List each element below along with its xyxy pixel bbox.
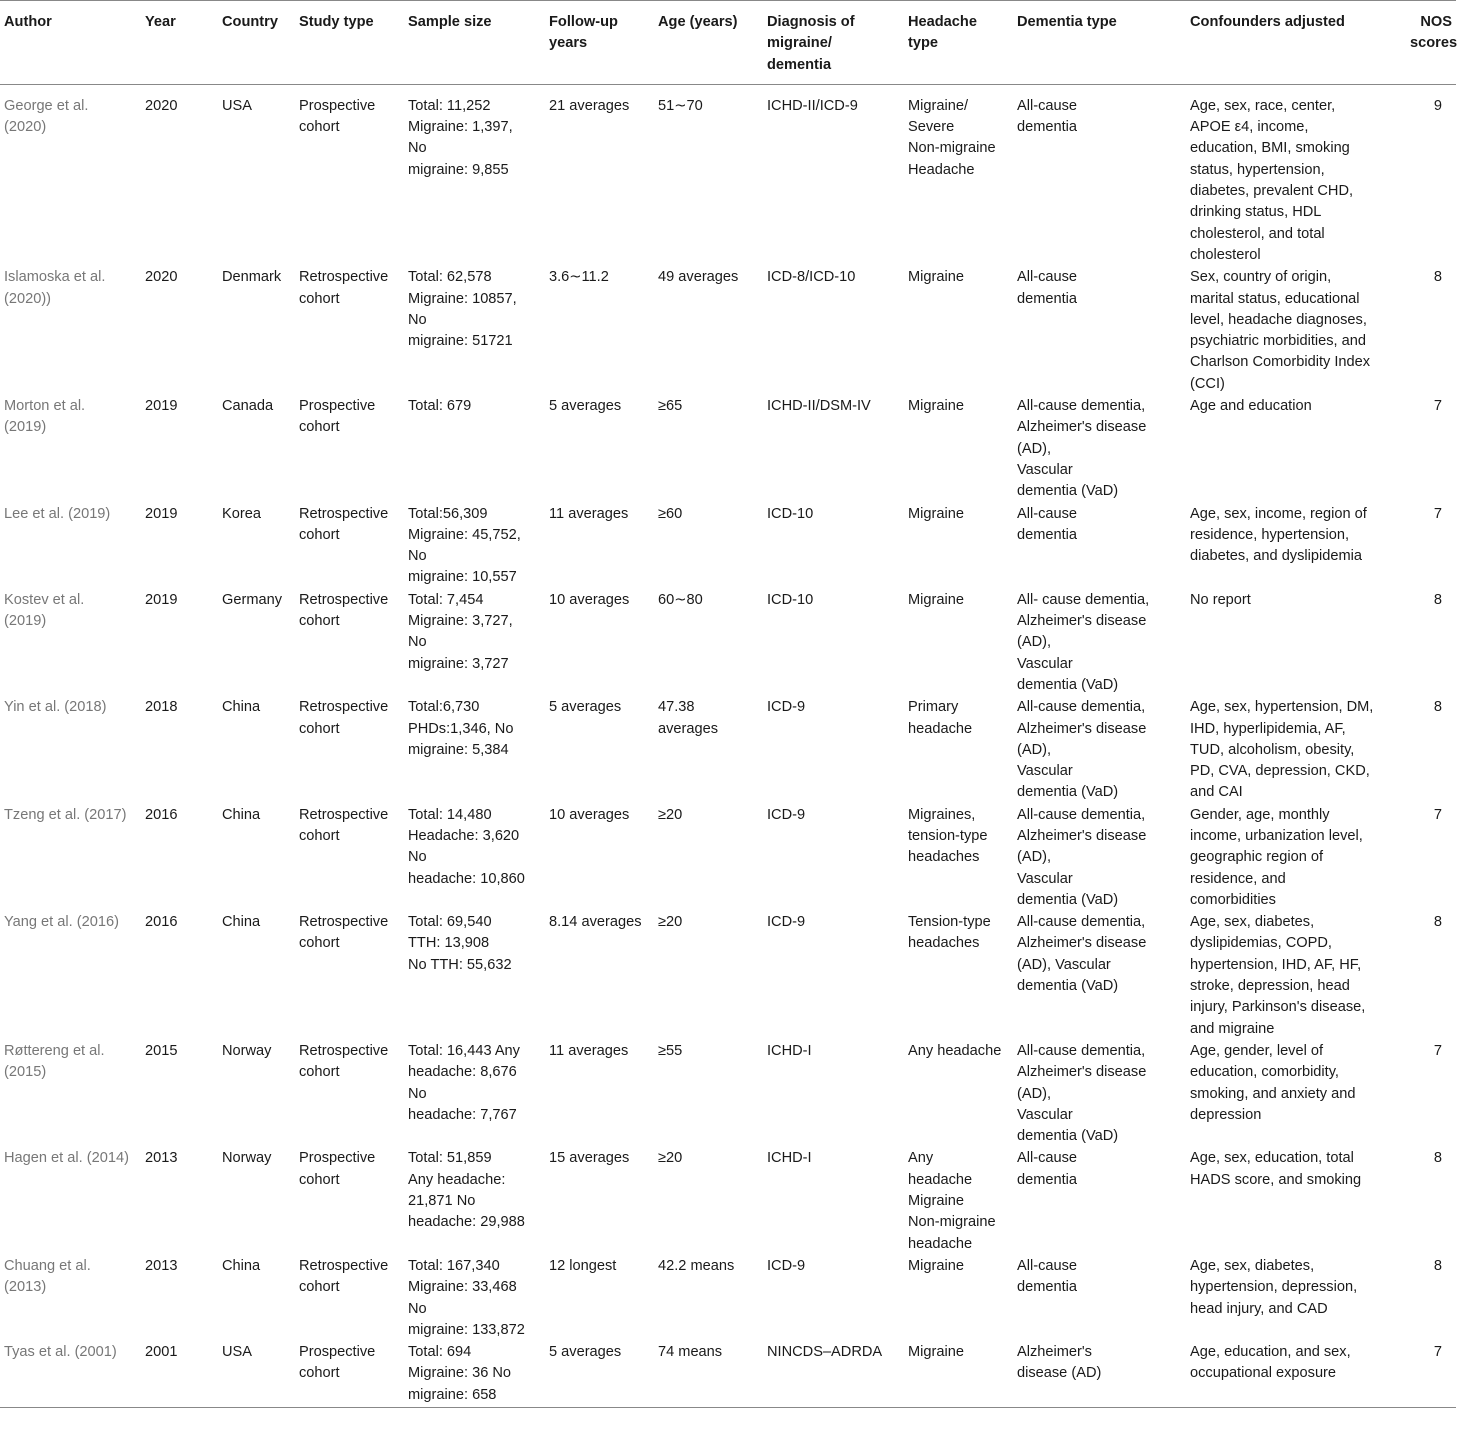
cell-country: Denmark xyxy=(222,269,282,286)
cell-year: 2001 xyxy=(145,1344,178,1361)
cell-nos: 7 xyxy=(1433,1042,1442,1059)
cell-follow-up: 5 averages xyxy=(549,398,622,415)
cell-follow-up: 12 longest xyxy=(549,1257,617,1274)
cell-year: 2016 xyxy=(145,914,178,931)
cell-confounders: Gender, age, monthly income, urbanization level, geographic region of residence, and comorbidities xyxy=(1190,806,1363,908)
cell-follow-up: 11 averages xyxy=(549,1042,629,1059)
cell-sample-size: Total:56,309 Migraine: 45,752, No migraine: 10,557 xyxy=(408,505,521,586)
cell-author: Kostev et al. (2019) xyxy=(4,591,85,630)
table-row xyxy=(0,504,1456,590)
cell-diagnosis: ICD-9 xyxy=(767,914,806,931)
cell-year: 2019 xyxy=(145,591,178,608)
cell-headache-type: Tension-type headaches xyxy=(908,914,991,952)
cell-country: USA xyxy=(222,97,253,114)
cell-diagnosis: ICD-8/ICD-10 xyxy=(767,269,856,286)
cell-follow-up: 11 averages xyxy=(549,505,629,522)
cell-headache-type: Migraines, tension-type headaches xyxy=(908,806,988,866)
cell-year: 2013 xyxy=(145,1150,178,1167)
cell-confounders: Age, education, and sex, occupational exposure xyxy=(1190,1344,1351,1382)
table-row xyxy=(0,805,1456,912)
cell-author: Hagen et al. (2014) xyxy=(4,1150,129,1167)
cell-study-type: Prospective cohort xyxy=(299,1150,376,1188)
column-header-dementia-type: Dementia type xyxy=(1017,14,1117,30)
cell-confounders: Age, sex, hypertension, DM, IHD, hyperlipidemia, AF, TUD, alcoholism, obesity, PD, CVA, depression, CKD, and CAI xyxy=(1190,699,1374,801)
cell-diagnosis: ICD-9 xyxy=(767,1257,806,1274)
table-row xyxy=(0,590,1456,697)
cell-year: 2013 xyxy=(145,1257,178,1274)
cell-dementia-type: All-cause dementia xyxy=(1017,1257,1078,1296)
cell-nos: 8 xyxy=(1433,699,1442,716)
cell-country: USA xyxy=(222,1344,253,1361)
cell-study-type: Retrospective cohort xyxy=(299,914,389,952)
cell-dementia-type: All-cause dementia xyxy=(1017,1150,1078,1188)
cell-age: 51∼70 xyxy=(658,97,703,114)
cell-confounders: Age, gender, level of education, comorbidity, smoking, and anxiety and depression xyxy=(1190,1042,1356,1123)
cell-sample-size: Total: 14,480 Headache: 3,620 No headache: 10,860 xyxy=(408,806,525,887)
cell-diagnosis: ICHD-I xyxy=(767,1042,812,1059)
cell-sample-size: Total: 11,252 Migraine: 1,397, No migraine: 9,855 xyxy=(408,97,513,178)
cell-country: China xyxy=(222,914,261,931)
cell-study-type: Retrospective cohort xyxy=(299,269,389,307)
column-header-sample-size: Sample size xyxy=(408,14,492,30)
cell-year: 2020 xyxy=(145,97,178,114)
cell-country: China xyxy=(222,806,261,823)
cell-author: Tyas et al. (2001) xyxy=(4,1344,117,1361)
cell-dementia-type: All-cause dementia, Alzheimer's disease (AD), Vascular dementia (VaD) xyxy=(1017,1042,1147,1145)
column-header-confounders: Confounders adjusted xyxy=(1190,14,1345,30)
cell-year: 2019 xyxy=(145,398,178,415)
cell-study-type: Prospective cohort xyxy=(299,97,376,136)
cell-nos: 7 xyxy=(1433,398,1442,415)
cell-confounders: Age, sex, diabetes, dyslipidemias, COPD, hypertension, IHD, AF, HF, stroke, depression, head injury, Parkinson's disease, and migraine xyxy=(1190,914,1366,1037)
cell-headache-type: Primary headache xyxy=(908,699,973,737)
cell-dementia-type: All-cause dementia xyxy=(1017,505,1078,543)
cell-diagnosis: ICD-10 xyxy=(767,591,814,608)
cell-country: Norway xyxy=(222,1042,272,1059)
cell-sample-size: Total: 51,859 Any headache: 21,871 No headache: 29,988 xyxy=(408,1150,525,1231)
cell-age: 47.38 averages xyxy=(658,699,719,737)
cell-dementia-type: All- cause dementia, Alzheimer's disease (AD), Vascular dementia (VaD) xyxy=(1017,591,1150,693)
cell-country: Germany xyxy=(222,591,283,608)
cell-dementia-type: All-cause dementia xyxy=(1017,97,1078,136)
cell-sample-size: Total: 694 Migraine: 36 No migraine: 658 xyxy=(408,1344,512,1403)
cell-country: China xyxy=(222,699,261,716)
column-header-year: Year xyxy=(145,14,176,30)
cell-sample-size: Total: 679 xyxy=(408,398,472,415)
cell-headache-type: Migraine xyxy=(908,505,964,522)
cell-year: 2015 xyxy=(145,1042,178,1059)
cell-study-type: Retrospective cohort xyxy=(299,591,389,630)
column-header-follow-up-years: Follow-up years xyxy=(549,14,618,52)
cell-age: 74 means xyxy=(658,1344,723,1361)
column-header-country: Country xyxy=(222,14,278,30)
cell-diagnosis: ICD-10 xyxy=(767,505,814,522)
cell-nos: 7 xyxy=(1433,1344,1442,1361)
header-row xyxy=(0,1,1456,85)
cell-nos: 8 xyxy=(1433,1150,1442,1167)
cell-confounders: Age, sex, diabetes, hypertension, depression, head injury, and CAD xyxy=(1190,1257,1358,1317)
column-header-author: Author xyxy=(4,14,52,30)
cell-author: Morton et al. (2019) xyxy=(4,398,86,436)
cell-year: 2016 xyxy=(145,806,178,823)
cell-confounders: Age, sex, income, region of residence, hypertension, diabetes, and dyslipidemia xyxy=(1190,505,1367,565)
cell-study-type: Prospective cohort xyxy=(299,1344,376,1382)
cell-follow-up: 8.14 averages xyxy=(549,914,642,931)
cell-diagnosis: ICD-9 xyxy=(767,699,806,716)
cell-dementia-type: All-cause dementia, Alzheimer's disease (AD), Vascular dementia (VaD) xyxy=(1017,699,1147,801)
cell-follow-up: 10 averages xyxy=(549,806,630,823)
cell-country: Canada xyxy=(222,398,274,415)
cell-study-type: Retrospective cohort xyxy=(299,806,389,844)
cell-headache-type: Migraine/ Severe Non-migraine Headache xyxy=(908,97,996,178)
cell-year: 2019 xyxy=(145,505,178,522)
cell-follow-up: 10 averages xyxy=(549,591,630,608)
cell-study-type: Prospective cohort xyxy=(299,398,376,436)
cell-confounders: Age, sex, education, total HADS score, and smoking xyxy=(1190,1150,1362,1188)
cell-author: Yin et al. (2018) xyxy=(4,699,107,716)
cell-confounders: Age, sex, race, center, APOE ε4, income, education, BMI, smoking status, hypertension, diabetes, prevalent CHD, drinking status, HDL cholesterol, and total cholesterol xyxy=(1190,97,1354,263)
cell-headache-type: Any headache xyxy=(908,1042,1002,1059)
cell-age: ≥20 xyxy=(658,1150,683,1167)
cell-age: ≥20 xyxy=(658,914,683,931)
cell-follow-up: 15 averages xyxy=(549,1150,630,1167)
column-header-nos-scores: NOS scores xyxy=(1410,14,1458,52)
cell-nos: 7 xyxy=(1433,806,1442,823)
cell-diagnosis: ICHD-II/DSM-IV xyxy=(767,398,871,415)
cell-age: ≥55 xyxy=(658,1042,683,1059)
cell-study-type: Retrospective cohort xyxy=(299,1042,389,1081)
cell-follow-up: 5 averages xyxy=(549,1344,622,1361)
cell-sample-size: Total:6,730 PHDs:1,346, No migraine: 5,384 xyxy=(408,699,514,758)
cell-author: Chuang et al. (2013) xyxy=(4,1257,91,1296)
cell-dementia-type: All-cause dementia, Alzheimer's disease (AD), Vascular dementia (VaD) xyxy=(1017,806,1147,908)
cell-age: 42.2 means xyxy=(658,1257,735,1274)
cell-author: Yang et al. (2016) xyxy=(4,914,119,931)
column-header-study-type: Study type xyxy=(299,14,374,30)
cell-diagnosis: ICD-9 xyxy=(767,806,806,823)
cell-headache-type: Migraine xyxy=(908,1257,964,1274)
cell-age: ≥60 xyxy=(658,505,683,522)
cell-confounders: Sex, country of origin, marital status, educational level, headache diagnoses, psychiatric morbidities, and Charlson Comorbidity Index (CCI) xyxy=(1190,269,1371,392)
cell-nos: 8 xyxy=(1433,914,1442,931)
table-row xyxy=(0,267,1456,396)
cell-author: Tzeng et al. (2017) xyxy=(4,806,127,823)
cell-headache-type: Migraine xyxy=(908,269,964,286)
cell-diagnosis: ICHD-II/ICD-9 xyxy=(767,97,858,114)
cell-diagnosis: ICHD-I xyxy=(767,1150,812,1167)
cell-headache-type: Migraine xyxy=(908,398,964,415)
cell-sample-size: Total: 69,540 TTH: 13,908 No TTH: 55,632 xyxy=(408,914,512,973)
cell-age: 60∼80 xyxy=(658,591,703,608)
cell-study-type: Retrospective cohort xyxy=(299,699,389,737)
cell-dementia-type: All-cause dementia, Alzheimer's disease (AD), Vascular dementia (VaD) xyxy=(1017,914,1147,995)
column-header-diagnosis: Diagnosis of migraine/ dementia xyxy=(767,14,855,73)
table-row xyxy=(0,1148,1456,1255)
cell-follow-up: 21 averages xyxy=(549,97,630,114)
cell-confounders: Age and education xyxy=(1190,398,1312,415)
cell-follow-up: 5 averages xyxy=(549,699,622,716)
cell-author: Røttereng et al. (2015) xyxy=(4,1042,105,1081)
cell-year: 2020 xyxy=(145,269,178,286)
cell-author: George et al. (2020) xyxy=(4,97,89,136)
cell-headache-type: Migraine xyxy=(908,591,964,608)
cell-nos: 9 xyxy=(1433,97,1442,114)
table-row xyxy=(0,396,1456,503)
cell-country: China xyxy=(222,1257,261,1274)
cell-author: Lee et al. (2019) xyxy=(4,505,111,522)
cell-dementia-type: All-cause dementia, Alzheimer's disease (AD), Vascular dementia (VaD) xyxy=(1017,398,1147,500)
cell-year: 2018 xyxy=(145,699,178,716)
cell-country: Korea xyxy=(222,505,261,522)
table-row xyxy=(0,1041,1456,1148)
cell-sample-size: Total: 167,340 Migraine: 33,468 No migraine: 133,872 xyxy=(408,1257,525,1338)
cell-headache-type: Migraine xyxy=(908,1344,964,1361)
cell-sample-size: Total: 7,454 Migraine: 3,727, No migraine: 3,727 xyxy=(408,591,513,672)
cell-sample-size: Total: 16,443 Any headache: 8,676 No headache: 7,767 xyxy=(408,1042,520,1123)
cell-study-type: Retrospective cohort xyxy=(299,1257,389,1296)
column-header-age: Age (years) xyxy=(658,14,738,30)
table-row xyxy=(0,1256,1456,1342)
table-row xyxy=(0,697,1456,804)
cell-study-type: Retrospective cohort xyxy=(299,505,389,543)
cell-country: Norway xyxy=(222,1150,272,1167)
cell-dementia-type: Alzheimer's disease (AD) xyxy=(1017,1344,1102,1382)
cell-author: Islamoska et al. (2020)) xyxy=(4,269,106,307)
cell-age: ≥20 xyxy=(658,806,683,823)
cell-follow-up: 3.6∼11.2 xyxy=(549,269,609,286)
column-header-headache-type: Headache type xyxy=(908,14,977,52)
table-row xyxy=(0,1342,1456,1407)
table-row xyxy=(0,912,1456,1041)
cell-nos: 7 xyxy=(1433,505,1442,522)
cell-nos: 8 xyxy=(1433,269,1442,286)
cell-age: 49 averages xyxy=(658,269,739,286)
cell-age: ≥65 xyxy=(658,398,683,415)
table-row xyxy=(0,84,1456,267)
table-body xyxy=(0,84,1456,1407)
cell-nos: 8 xyxy=(1433,591,1442,608)
cell-nos: 8 xyxy=(1433,1257,1442,1274)
cell-sample-size: Total: 62,578 Migraine: 10857, No migraine: 51721 xyxy=(408,269,517,350)
cell-diagnosis: NINCDS–ADRDA xyxy=(767,1344,883,1361)
cell-headache-type: Any headache Migraine Non-migraine headache xyxy=(908,1150,996,1252)
cell-dementia-type: All-cause dementia xyxy=(1017,269,1078,307)
cell-confounders: No report xyxy=(1190,591,1251,608)
